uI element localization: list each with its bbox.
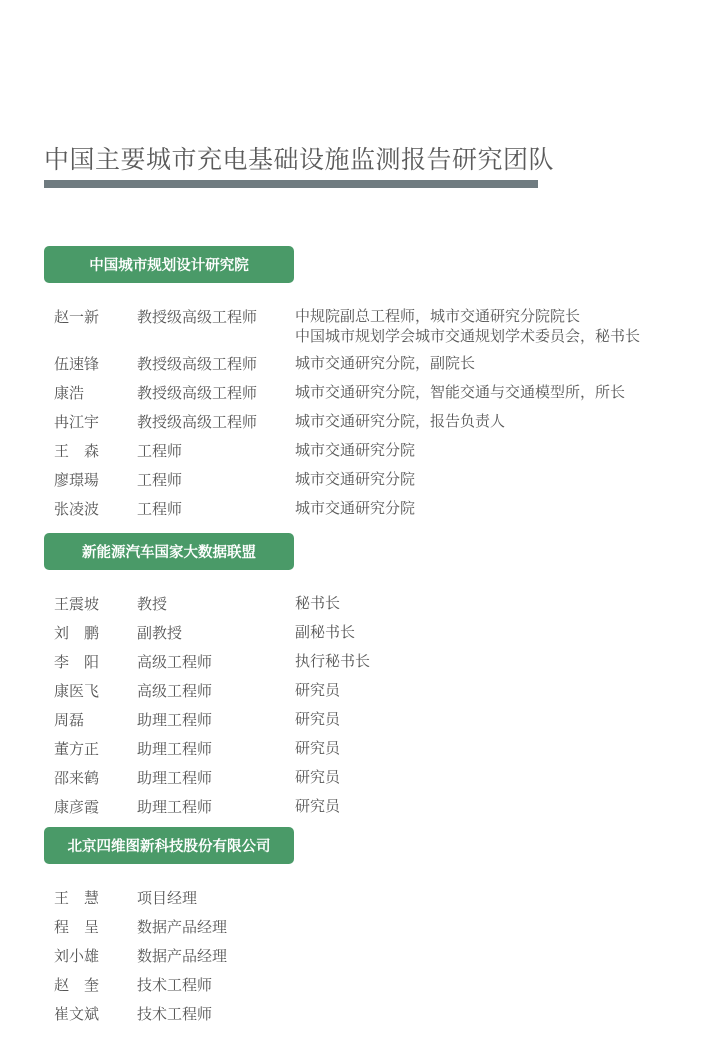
member-role-line: 研究员	[295, 739, 341, 757]
org-section	[44, 533, 684, 821]
org-name-badge: 北京四维图新科技股份有限公司	[44, 827, 294, 864]
member-name: 王 慧	[54, 889, 100, 907]
member-name: 程 呈	[54, 918, 100, 936]
member-role	[295, 709, 340, 729]
member-role	[295, 796, 340, 816]
member-title: 教授	[137, 595, 168, 613]
org-name-badge: 新能源汽车国家大数据联盟	[44, 533, 294, 570]
member-title: 教授级高级工程师	[137, 355, 258, 373]
member-title: 数据产品经理	[137, 947, 228, 965]
member-row	[44, 378, 684, 407]
member-title: 助理工程师	[137, 711, 213, 729]
member-title: 助理工程师	[137, 769, 213, 787]
member-row	[44, 589, 684, 618]
member-title: 技术工程师	[137, 976, 213, 994]
member-role	[295, 680, 340, 700]
member-role-line: 副秘书长	[295, 623, 356, 641]
member-role-line: 研究员	[295, 710, 341, 728]
member-title: 工程师	[137, 500, 183, 518]
member-list	[44, 302, 684, 523]
member-role-line: 城市交通研究分院，副院长	[295, 354, 476, 372]
member-row	[44, 302, 684, 349]
member-name: 李 阳	[54, 653, 100, 671]
member-title: 工程师	[137, 442, 183, 460]
member-row	[44, 792, 684, 821]
member-name: 刘小雄	[54, 947, 100, 965]
member-list	[44, 589, 684, 821]
member-role-line: 执行秘书长	[295, 652, 371, 670]
member-title: 教授级高级工程师	[137, 384, 258, 402]
member-role-line: 城市交通研究分院	[295, 499, 416, 517]
member-name: 冉江宇	[54, 413, 100, 431]
member-role-line: 城市交通研究分院	[295, 470, 416, 488]
member-title: 助理工程师	[137, 798, 213, 816]
member-name: 邵来鹤	[54, 769, 100, 787]
member-role-line: 研究员	[295, 797, 341, 815]
member-row	[44, 941, 684, 970]
member-role	[295, 411, 505, 431]
member-row	[44, 912, 684, 941]
member-role-line: 研究员	[295, 681, 341, 699]
member-row	[44, 618, 684, 647]
member-row	[44, 407, 684, 436]
member-row	[44, 465, 684, 494]
page-title: 中国主要城市充电基础设施监测报告研究团队	[44, 145, 555, 174]
member-title: 教授级高级工程师	[137, 308, 258, 326]
member-name: 赵一新	[54, 308, 100, 326]
member-row	[44, 349, 684, 378]
member-row	[44, 676, 684, 705]
member-name: 赵 奎	[54, 976, 100, 994]
member-name: 王 森	[54, 442, 100, 460]
member-name: 康浩	[54, 384, 85, 402]
member-role	[295, 306, 640, 346]
member-title: 技术工程师	[137, 1005, 213, 1023]
member-role	[295, 593, 340, 613]
member-name: 伍速锋	[54, 355, 100, 373]
member-row	[44, 999, 684, 1028]
member-title: 教授级高级工程师	[137, 413, 258, 431]
member-title: 助理工程师	[137, 740, 213, 758]
member-title: 副教授	[137, 624, 183, 642]
member-role-line: 中规院副总工程师，城市交通研究分院院长	[295, 307, 581, 325]
member-row	[44, 734, 684, 763]
member-title: 项目经理	[137, 889, 198, 907]
member-role	[295, 440, 415, 460]
org-section	[44, 827, 684, 1028]
member-role-line: 城市交通研究分院	[295, 441, 416, 459]
member-row	[44, 970, 684, 999]
member-role	[295, 622, 355, 642]
member-role-line: 研究员	[295, 768, 341, 786]
title-rule	[44, 180, 538, 188]
member-name: 康医飞	[54, 682, 100, 700]
member-name: 廖璟瑒	[54, 471, 100, 489]
member-row	[44, 494, 684, 523]
member-role	[295, 382, 625, 402]
member-name: 刘 鹏	[54, 624, 100, 642]
member-title: 工程师	[137, 471, 183, 489]
member-row	[44, 883, 684, 912]
member-row	[44, 705, 684, 734]
member-role-line: 城市交通研究分院，智能交通与交通模型所，所长	[295, 383, 626, 401]
member-role-line: 中国城市规划学会城市交通规划学术委员会，秘书长	[295, 327, 641, 345]
member-role-line: 城市交通研究分院，报告负责人	[295, 412, 506, 430]
member-name: 康彦霞	[54, 798, 100, 816]
member-name: 崔文斌	[54, 1005, 100, 1023]
member-title: 数据产品经理	[137, 918, 228, 936]
member-name: 王震坡	[54, 595, 100, 613]
org-section	[44, 246, 684, 523]
org-name-badge: 中国城市规划设计研究院	[44, 246, 294, 283]
member-title: 高级工程师	[137, 682, 213, 700]
member-role	[295, 469, 415, 489]
member-role	[295, 767, 340, 787]
member-title: 高级工程师	[137, 653, 213, 671]
member-role	[295, 498, 415, 518]
member-row	[44, 647, 684, 676]
member-name: 董方正	[54, 740, 100, 758]
member-name: 张凌波	[54, 500, 100, 518]
member-row	[44, 436, 684, 465]
member-role-line: 秘书长	[295, 594, 341, 612]
member-name: 周磊	[54, 711, 85, 729]
member-list	[44, 883, 684, 1028]
member-role	[295, 353, 475, 373]
member-role	[295, 738, 340, 758]
member-row	[44, 763, 684, 792]
member-role	[295, 651, 370, 671]
